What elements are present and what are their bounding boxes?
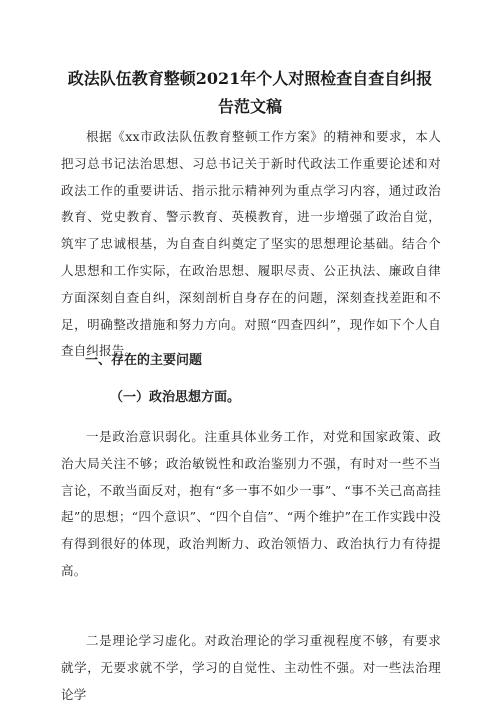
paragraph-political-awareness: 一是政治意识弱化。注重具体业务工作，对党和国家政策、政治大局关注不够；政治敏锐性和政治鉴别力不强，有时对一些不当言论，不敢当面反对，抱有“多一事不如少一事”、“事不关己高高挂起”的思想；“四个意识”、“四个自信”、“两个维护”在工作实践中没有得到很好的体现，政治判断力、政治领悟力、政治执行力有待提高。 — [61, 429, 441, 578]
subsection-heading-political-thought: （一）政治思想方面。 — [110, 390, 241, 405]
document-title-line2: 告范文稿 — [217, 97, 282, 116]
document-title-line1: 政法队伍教育整顿2021年个人对照检查自查自纠报 — [67, 69, 433, 88]
paragraph-theory-study: 二是理论学习虚化。对政治理论的学习重视程度不够，有要求就学，无要求就不学，学习的自觉性、主动性不强。对一些法治理论学 — [61, 633, 441, 702]
intro-paragraph: 根据《xx市政法队伍教育整顿工作方案》的精神和要求，本人把习总书记法治思想、习总书记关于新时代政法工作重要论述和对政法工作的重要讲话、指示批示精神列为重点学习内容，通过政治教育、党史教育、警示教育、英模教育，进一步增强了政治自觉，筑牢了忠诚根基，为自查自纠奠定了坚实的思想理论基础。结合个人思想和工作实际，在政治思想、履职尽责、公正执法、廉政自律方面深刻自查自纠，深刻剖析自身存在的问题，深刻查找差距和不足，明确整改措施和努力方向。对照“四查四纠”，现作如下个人自查自纠报告。 — [61, 129, 441, 359]
section-heading-main-problems: 一、存在的主要问题 — [85, 353, 203, 368]
